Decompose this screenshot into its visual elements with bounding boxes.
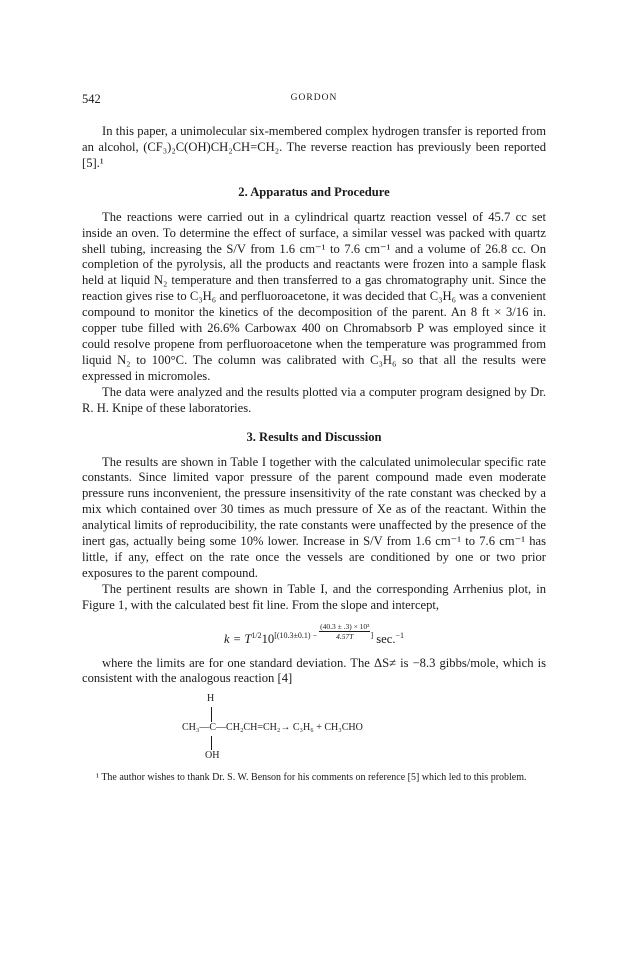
equation-fraction	[319, 622, 370, 641]
reaction-hydroxyl-label: OH	[205, 750, 220, 762]
page-header	[82, 92, 546, 108]
equation-fraction-denominator: 4.57T	[336, 631, 354, 641]
apparatus-paragraph-2: The data were analyzed and the results plotted via a computer program designed by Dr. R. H. Knipe of these laboratories.	[82, 384, 546, 415]
equation-ten: 10	[261, 631, 275, 646]
reaction-scheme	[82, 693, 546, 765]
journal-page	[82, 0, 546, 960]
results-paragraph-1: The results are shown in Table I together with the calculated unimolecular specific rate constants. Since limited vapor pressure of the parent compound made even moderate pressure runs inconvenient, the pressure insensitivity of the rate constant was checked by a mix which contained over 30 times as much pressure of Xe as of the reactant. Within the analytical limits of reproducibility, the rate constants were unaffected by the presence of the inert gas, actually being some 10% lower. Increase in S/V from 1.6 cm⁻¹ to 7.6 cm⁻¹ has little, if any, effect on the rate once the vessels are conditioned by one or two prior exposures to the parent compound.	[82, 454, 546, 580]
equation-exponent-end: ]	[370, 630, 374, 640]
reaction-bond-bottom	[211, 736, 212, 750]
equation-unit-exponent: −1	[395, 630, 405, 640]
section-heading-apparatus: 2. Apparatus and Procedure	[238, 184, 390, 199]
page-body	[82, 124, 546, 785]
reaction-bond-top	[211, 707, 212, 722]
footnote: ¹ The author wishes to thank Dr. S. W. Benson for his comments on reference [5] which led to this problem.	[96, 772, 527, 784]
results-paragraph-3: where the limits are for one standard deviation. The ΔS≠ is −8.3 gibbs/mole, which is consistent with the analogous reaction [4]	[82, 655, 546, 686]
page-number: 542	[82, 92, 101, 106]
results-paragraph-2: The pertinent results are shown in Table I, and the corresponding Arrhenius plot, in Figure 1, with the calculated best fit line. From the slope and intercept,	[82, 581, 546, 612]
section-heading-results: 3. Results and Discussion	[246, 429, 382, 444]
equation-unit: sec.	[376, 631, 396, 646]
equation-fraction-numerator: (40.3 ± .3) × 10³	[320, 621, 370, 631]
equation-lhs: k = T	[223, 631, 252, 646]
equation-t-exponent: 1/2	[251, 630, 262, 640]
running-head: GORDON	[290, 93, 338, 103]
intro-paragraph: In this paper, a unimolecular six-membered complex hydrogen transfer is reported from an alcohol, (CF₃)₂C(OH)CH₂CH=CH₂. The reverse reaction has previously been reported [5].¹	[82, 124, 546, 170]
equation-exponent-start: [(10.3±0.1) −	[274, 630, 320, 640]
rate-equation	[82, 622, 546, 649]
reaction-hydrogen-label: H	[207, 693, 215, 705]
apparatus-paragraph-1: The reactions were carried out in a cylindrical quartz reaction vessel of 45.7 cc set inside an oven. To determine the effect of surface, a similar vessel was packed with quartz shell tubing, increasing the S/V from 1.6 cm⁻¹ to 7.6 cm⁻¹ and a volume of 26.8 cc. On completion of the pyrolysis, all the products and reactants were frozen into a sample flask held at liquid N₂ temperature and then transferred to a gas chromatography unit. Since the reaction gives rise to C₃H₆ and perfluoroacetone, it was decided that C₃H₆ was a convenient compound to monitor the kinetics of the decomposition of the parent. An 8 ft × 3/16 in. copper tube filled with 26.6% Carbowax 400 on Chromabsorb P was employed since it could resolve propene from perfluoroacetone when the temperature was programmed from liquid N₂ to 100°C. The column was calibrated with C₃H₆ so that all the results were expressed in micromoles.	[82, 209, 546, 383]
reaction-equation: CH₃—C—CH₂CH=CH₂→ C₃H₆ + CH₃CHO	[182, 722, 363, 734]
